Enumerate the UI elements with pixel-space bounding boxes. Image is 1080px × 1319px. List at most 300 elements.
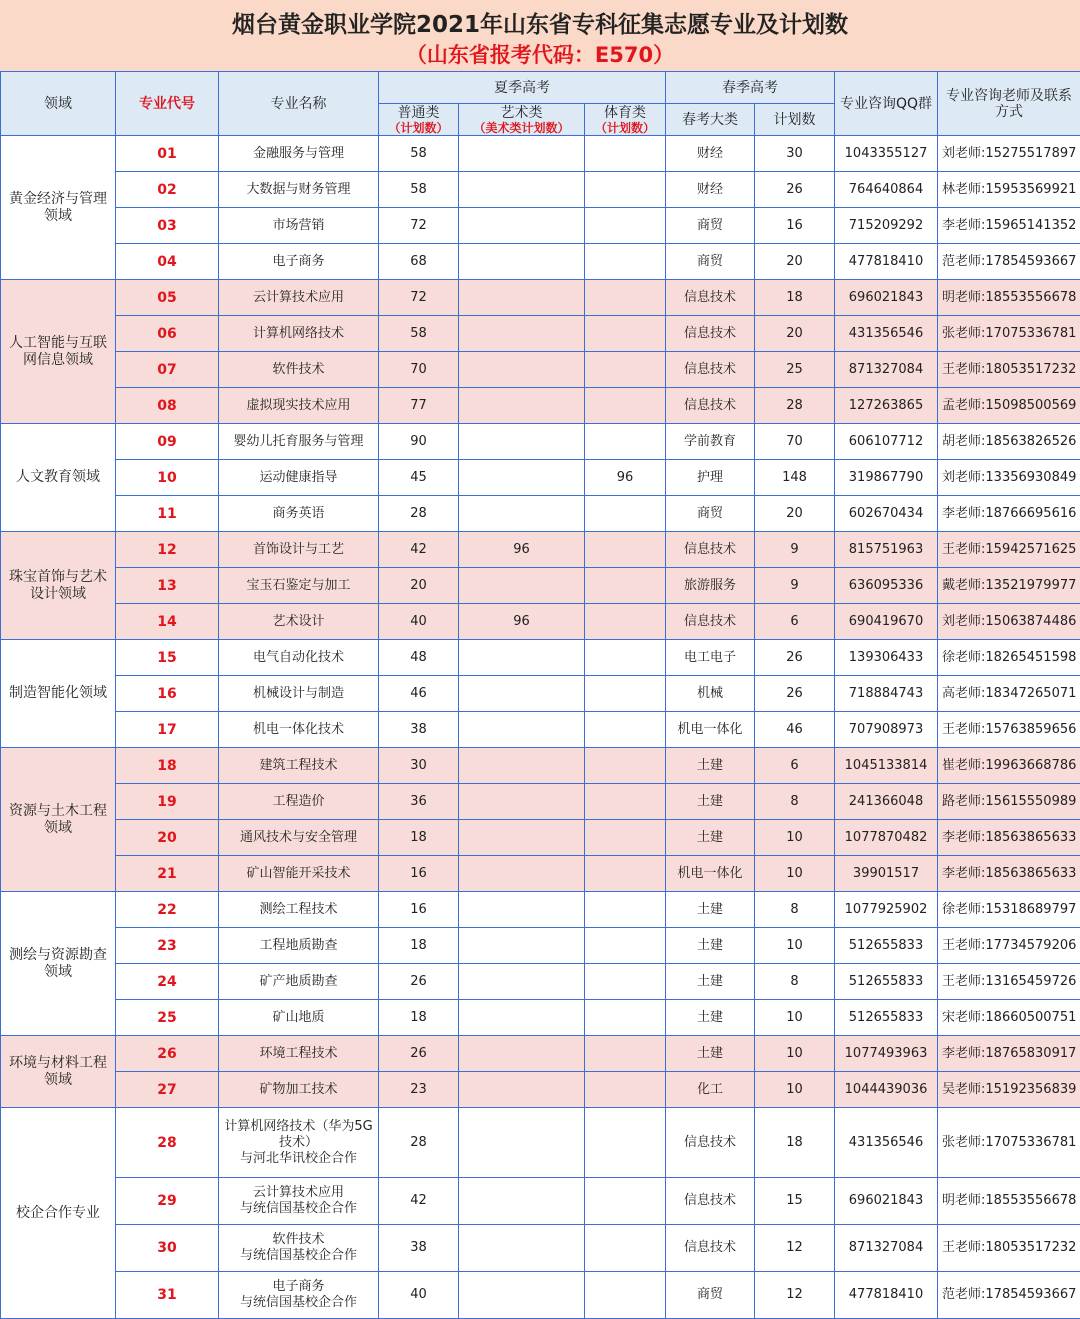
sports-plan [585,1272,666,1319]
teacher-contact: 李老师:18563865633 [938,820,1080,856]
major-code: 09 [116,424,219,460]
qq-group: 1077925902 [835,892,938,928]
major-name-line: 与统信国基校企合作 [221,1248,376,1264]
teacher-contact: 孟老师:15098500569 [938,388,1080,424]
major-code: 01 [116,136,219,172]
spring-plan: 20 [755,496,835,532]
qq-group: 512655833 [835,928,938,964]
table-row [1,640,1080,676]
teacher-contact: 吴老师:15192356839 [938,1072,1080,1108]
general-plan: 28 [379,496,459,532]
spring-plan: 8 [755,784,835,820]
table-row [1,136,1080,172]
art-plan [459,1108,585,1178]
major-name [219,1272,379,1319]
teacher-contact: 王老师:13165459726 [938,964,1080,1000]
teacher-contact: 胡老师:18563826526 [938,424,1080,460]
spring-plan: 10 [755,1036,835,1072]
spring-category: 土建 [666,784,755,820]
spring-category: 电工电子 [666,640,755,676]
major-name-line: 计算机网络技术（华为5G技术） [221,1119,376,1151]
spring-category: 学前教育 [666,424,755,460]
qq-group: 431356546 [835,1108,938,1178]
header-general-label: 普通类 [398,105,440,121]
spring-plan: 10 [755,856,835,892]
spring-category: 土建 [666,964,755,1000]
header-art [459,104,585,136]
spring-category: 信息技术 [666,604,755,640]
teacher-contact: 明老师:18553556678 [938,1178,1080,1225]
teacher-contact: 宋老师:18660500751 [938,1000,1080,1036]
spring-category: 商贸 [666,244,755,280]
header-art-label: 艺术类 [501,105,543,121]
spring-category: 信息技术 [666,1108,755,1178]
art-plan [459,1178,585,1225]
spring-category: 土建 [666,820,755,856]
teacher-contact: 高老师:18347265071 [938,676,1080,712]
sports-plan [585,388,666,424]
table-row [1,280,1080,316]
art-plan [459,892,585,928]
sports-plan [585,676,666,712]
spring-plan: 20 [755,244,835,280]
qq-group: 139306433 [835,640,938,676]
art-plan [459,964,585,1000]
domain-cell: 人文教育领域 [1,424,116,532]
domain-cell: 环境与材料工程领域 [1,1036,116,1108]
general-plan: 46 [379,676,459,712]
art-plan [459,208,585,244]
spring-category: 旅游服务 [666,568,755,604]
qq-group: 241366048 [835,784,938,820]
general-plan: 16 [379,856,459,892]
major-code: 11 [116,496,219,532]
spring-category: 信息技术 [666,388,755,424]
major-code: 19 [116,784,219,820]
sports-plan: 96 [585,460,666,496]
art-plan [459,172,585,208]
general-plan: 72 [379,208,459,244]
major-code: 04 [116,244,219,280]
major-code: 23 [116,928,219,964]
spring-plan: 10 [755,1072,835,1108]
major-name: 矿山地质 [219,1000,379,1036]
major-name: 通风技术与安全管理 [219,820,379,856]
major-name: 工程造价 [219,784,379,820]
sports-plan [585,568,666,604]
major-code: 10 [116,460,219,496]
sports-plan [585,244,666,280]
major-code: 31 [116,1272,219,1319]
art-plan [459,460,585,496]
sports-plan [585,1108,666,1178]
table-row [1,820,1080,856]
major-code: 14 [116,604,219,640]
table-row [1,568,1080,604]
spring-category: 财经 [666,172,755,208]
qq-group: 696021843 [835,280,938,316]
teacher-contact: 徐老师:18265451598 [938,640,1080,676]
table-row [1,748,1080,784]
teacher-contact: 崔老师:19963668786 [938,748,1080,784]
spring-category: 土建 [666,928,755,964]
art-plan [459,136,585,172]
header-qq: 专业咨询QQ群 [835,72,938,136]
art-plan [459,316,585,352]
major-code: 22 [116,892,219,928]
sports-plan [585,1072,666,1108]
teacher-contact: 王老师:15763859656 [938,712,1080,748]
general-plan: 18 [379,928,459,964]
spring-category: 商贸 [666,496,755,532]
sports-plan [585,640,666,676]
qq-group: 715209292 [835,208,938,244]
teacher-contact: 李老师:15965141352 [938,208,1080,244]
spring-plan: 6 [755,748,835,784]
sports-plan [585,208,666,244]
major-name: 宝玉石鉴定与加工 [219,568,379,604]
sports-plan [585,424,666,460]
general-plan: 40 [379,604,459,640]
qq-group: 636095336 [835,568,938,604]
table-row [1,352,1080,388]
header-summer: 夏季高考 [379,72,666,104]
teacher-contact: 明老师:18553556678 [938,280,1080,316]
domain-cell: 校企合作专业 [1,1108,116,1319]
major-name: 环境工程技术 [219,1036,379,1072]
art-plan [459,496,585,532]
sports-plan [585,712,666,748]
table-row [1,856,1080,892]
general-plan: 77 [379,388,459,424]
teacher-contact: 李老师:18563865633 [938,856,1080,892]
spring-plan: 70 [755,424,835,460]
teacher-contact: 王老师:17734579206 [938,928,1080,964]
major-name [219,1225,379,1272]
header-general-sub: （计划数） [381,121,456,135]
spring-category: 土建 [666,1036,755,1072]
sports-plan [585,604,666,640]
qq-group: 1044439036 [835,1072,938,1108]
general-plan: 18 [379,1000,459,1036]
art-plan [459,1036,585,1072]
domain-cell: 珠宝首饰与艺术设计领域 [1,532,116,640]
general-plan: 36 [379,784,459,820]
header-spring-category: 春考大类 [666,104,755,136]
teacher-contact: 王老师:18053517232 [938,1225,1080,1272]
spring-plan: 16 [755,208,835,244]
major-code: 08 [116,388,219,424]
general-plan: 70 [379,352,459,388]
major-name-line: 与统信国基校企合作 [221,1295,376,1311]
art-plan [459,784,585,820]
major-code: 17 [116,712,219,748]
table-row [1,172,1080,208]
general-plan: 68 [379,244,459,280]
general-plan: 40 [379,1272,459,1319]
major-code: 29 [116,1178,219,1225]
general-plan: 26 [379,964,459,1000]
table-row [1,1178,1080,1225]
title-banner [0,0,1080,71]
teacher-contact: 徐老师:15318689797 [938,892,1080,928]
table-row [1,244,1080,280]
major-code: 03 [116,208,219,244]
spring-plan: 9 [755,532,835,568]
qq-group: 431356546 [835,316,938,352]
major-name-line: 与河北华讯校企合作 [221,1151,376,1167]
qq-group: 477818410 [835,244,938,280]
major-name: 工程地质勘查 [219,928,379,964]
art-plan [459,712,585,748]
major-name: 机械设计与制造 [219,676,379,712]
table-row [1,1225,1080,1272]
major-code: 02 [116,172,219,208]
major-name: 云计算技术应用 [219,280,379,316]
table-row [1,1272,1080,1319]
qq-group: 127263865 [835,388,938,424]
general-plan: 58 [379,316,459,352]
teacher-contact: 张老师:17075336781 [938,316,1080,352]
table-row [1,928,1080,964]
major-name: 虚拟现实技术应用 [219,388,379,424]
major-name [219,1178,379,1225]
spring-plan: 25 [755,352,835,388]
major-code: 12 [116,532,219,568]
teacher-contact: 范老师:17854593667 [938,244,1080,280]
header-sports-sub: （计划数） [587,121,663,135]
table-row [1,532,1080,568]
general-plan: 42 [379,532,459,568]
spring-category: 信息技术 [666,1225,755,1272]
major-name-line: 软件技术 [221,1232,376,1248]
table-row [1,676,1080,712]
spring-category: 土建 [666,892,755,928]
qq-group: 707908973 [835,712,938,748]
general-plan: 23 [379,1072,459,1108]
spring-category: 商贸 [666,1272,755,1319]
teacher-contact: 路老师:15615550989 [938,784,1080,820]
art-plan [459,820,585,856]
sports-plan [585,964,666,1000]
qq-group: 1077493963 [835,1036,938,1072]
sports-plan [585,1036,666,1072]
sports-plan [585,1225,666,1272]
table-row [1,424,1080,460]
table-row [1,316,1080,352]
spring-category: 信息技术 [666,1178,755,1225]
domain-cell: 测绘与资源勘查领域 [1,892,116,1036]
spring-plan: 26 [755,640,835,676]
qq-group: 871327084 [835,1225,938,1272]
major-code: 15 [116,640,219,676]
general-plan: 18 [379,820,459,856]
major-code: 27 [116,1072,219,1108]
spring-category: 商贸 [666,208,755,244]
teacher-contact: 李老师:18765830917 [938,1036,1080,1072]
sports-plan [585,280,666,316]
spring-plan: 8 [755,964,835,1000]
general-plan: 16 [379,892,459,928]
sports-plan [585,928,666,964]
general-plan: 20 [379,568,459,604]
qq-group: 1045133814 [835,748,938,784]
major-code: 30 [116,1225,219,1272]
sports-plan [585,892,666,928]
major-code: 07 [116,352,219,388]
table-row [1,712,1080,748]
header-name: 专业名称 [219,72,379,136]
art-plan [459,1225,585,1272]
spring-plan: 12 [755,1225,835,1272]
qq-group: 871327084 [835,352,938,388]
art-plan [459,1000,585,1036]
major-code: 24 [116,964,219,1000]
spring-plan: 9 [755,568,835,604]
sports-plan [585,352,666,388]
general-plan: 38 [379,712,459,748]
header-sports [585,104,666,136]
major-name-line: 电子商务 [221,1279,376,1295]
spring-plan: 28 [755,388,835,424]
qq-group: 39901517 [835,856,938,892]
qq-group: 1077870482 [835,820,938,856]
table-row [1,784,1080,820]
spring-category: 信息技术 [666,280,755,316]
sports-plan [585,1178,666,1225]
art-plan [459,928,585,964]
table-row [1,604,1080,640]
page-subtitle: （山东省报考代码：E570） [0,39,1080,69]
major-name: 艺术设计 [219,604,379,640]
qq-group: 1043355127 [835,136,938,172]
teacher-contact: 范老师:17854593667 [938,1272,1080,1319]
spring-category: 信息技术 [666,316,755,352]
major-name: 商务英语 [219,496,379,532]
art-plan [459,856,585,892]
header-spring: 春季高考 [666,72,835,104]
header-domain: 领域 [1,72,116,136]
spring-plan: 10 [755,820,835,856]
sports-plan [585,532,666,568]
art-plan [459,424,585,460]
teacher-contact: 王老师:15942571625 [938,532,1080,568]
table-row [1,1000,1080,1036]
major-name: 婴幼儿托育服务与管理 [219,424,379,460]
general-plan: 72 [379,280,459,316]
general-plan: 58 [379,136,459,172]
art-plan [459,352,585,388]
page-title: 烟台黄金职业学院2021年山东省专科征集志愿专业及计划数 [0,6,1080,39]
general-plan: 48 [379,640,459,676]
major-code: 13 [116,568,219,604]
spring-category: 财经 [666,136,755,172]
spring-category: 机械 [666,676,755,712]
art-plan: 96 [459,532,585,568]
header-art-sub: （美术类计划数） [461,121,582,135]
qq-group: 764640864 [835,172,938,208]
table-body [1,136,1080,1319]
major-code: 06 [116,316,219,352]
spring-category: 土建 [666,748,755,784]
qq-group: 477818410 [835,1272,938,1319]
major-name: 计算机网络技术 [219,316,379,352]
art-plan [459,244,585,280]
domain-cell: 资源与土木工程领域 [1,748,116,892]
teacher-contact: 戴老师:13521979977 [938,568,1080,604]
teacher-contact: 张老师:17075336781 [938,1108,1080,1178]
spring-category: 机电一体化 [666,856,755,892]
major-name: 运动健康指导 [219,460,379,496]
art-plan [459,640,585,676]
qq-group: 319867790 [835,460,938,496]
header-code: 专业代号 [116,72,219,136]
table-row [1,964,1080,1000]
art-plan [459,1272,585,1319]
spring-category: 信息技术 [666,352,755,388]
spring-plan: 18 [755,1108,835,1178]
qq-group: 815751963 [835,532,938,568]
qq-group: 512655833 [835,1000,938,1036]
spring-category: 护理 [666,460,755,496]
spring-plan: 46 [755,712,835,748]
general-plan: 90 [379,424,459,460]
art-plan [459,388,585,424]
general-plan: 45 [379,460,459,496]
major-name: 大数据与财务管理 [219,172,379,208]
sports-plan [585,316,666,352]
sports-plan [585,748,666,784]
major-code: 28 [116,1108,219,1178]
major-name: 测绘工程技术 [219,892,379,928]
general-plan: 28 [379,1108,459,1178]
teacher-contact: 李老师:18766695616 [938,496,1080,532]
major-name: 软件技术 [219,352,379,388]
spring-plan: 6 [755,604,835,640]
spring-plan: 20 [755,316,835,352]
sports-plan [585,856,666,892]
major-name: 电气自动化技术 [219,640,379,676]
plan-table [0,71,1080,1319]
sports-plan [585,136,666,172]
major-name: 矿产地质勘查 [219,964,379,1000]
sports-plan [585,172,666,208]
teacher-contact: 林老师:15953569921 [938,172,1080,208]
spring-plan: 26 [755,676,835,712]
art-plan [459,1072,585,1108]
major-name: 矿山智能开采技术 [219,856,379,892]
sports-plan [585,496,666,532]
art-plan [459,280,585,316]
general-plan: 42 [379,1178,459,1225]
major-name: 建筑工程技术 [219,748,379,784]
art-plan [459,568,585,604]
qq-group: 690419670 [835,604,938,640]
spring-category: 土建 [666,1000,755,1036]
spring-plan: 30 [755,136,835,172]
spring-plan: 15 [755,1178,835,1225]
teacher-contact: 刘老师:15063874486 [938,604,1080,640]
spring-plan: 18 [755,280,835,316]
table-row [1,1108,1080,1178]
spring-plan: 10 [755,928,835,964]
general-plan: 38 [379,1225,459,1272]
qq-group: 718884743 [835,676,938,712]
qq-group: 696021843 [835,1178,938,1225]
major-code: 21 [116,856,219,892]
teacher-contact: 刘老师:13356930849 [938,460,1080,496]
art-plan [459,676,585,712]
